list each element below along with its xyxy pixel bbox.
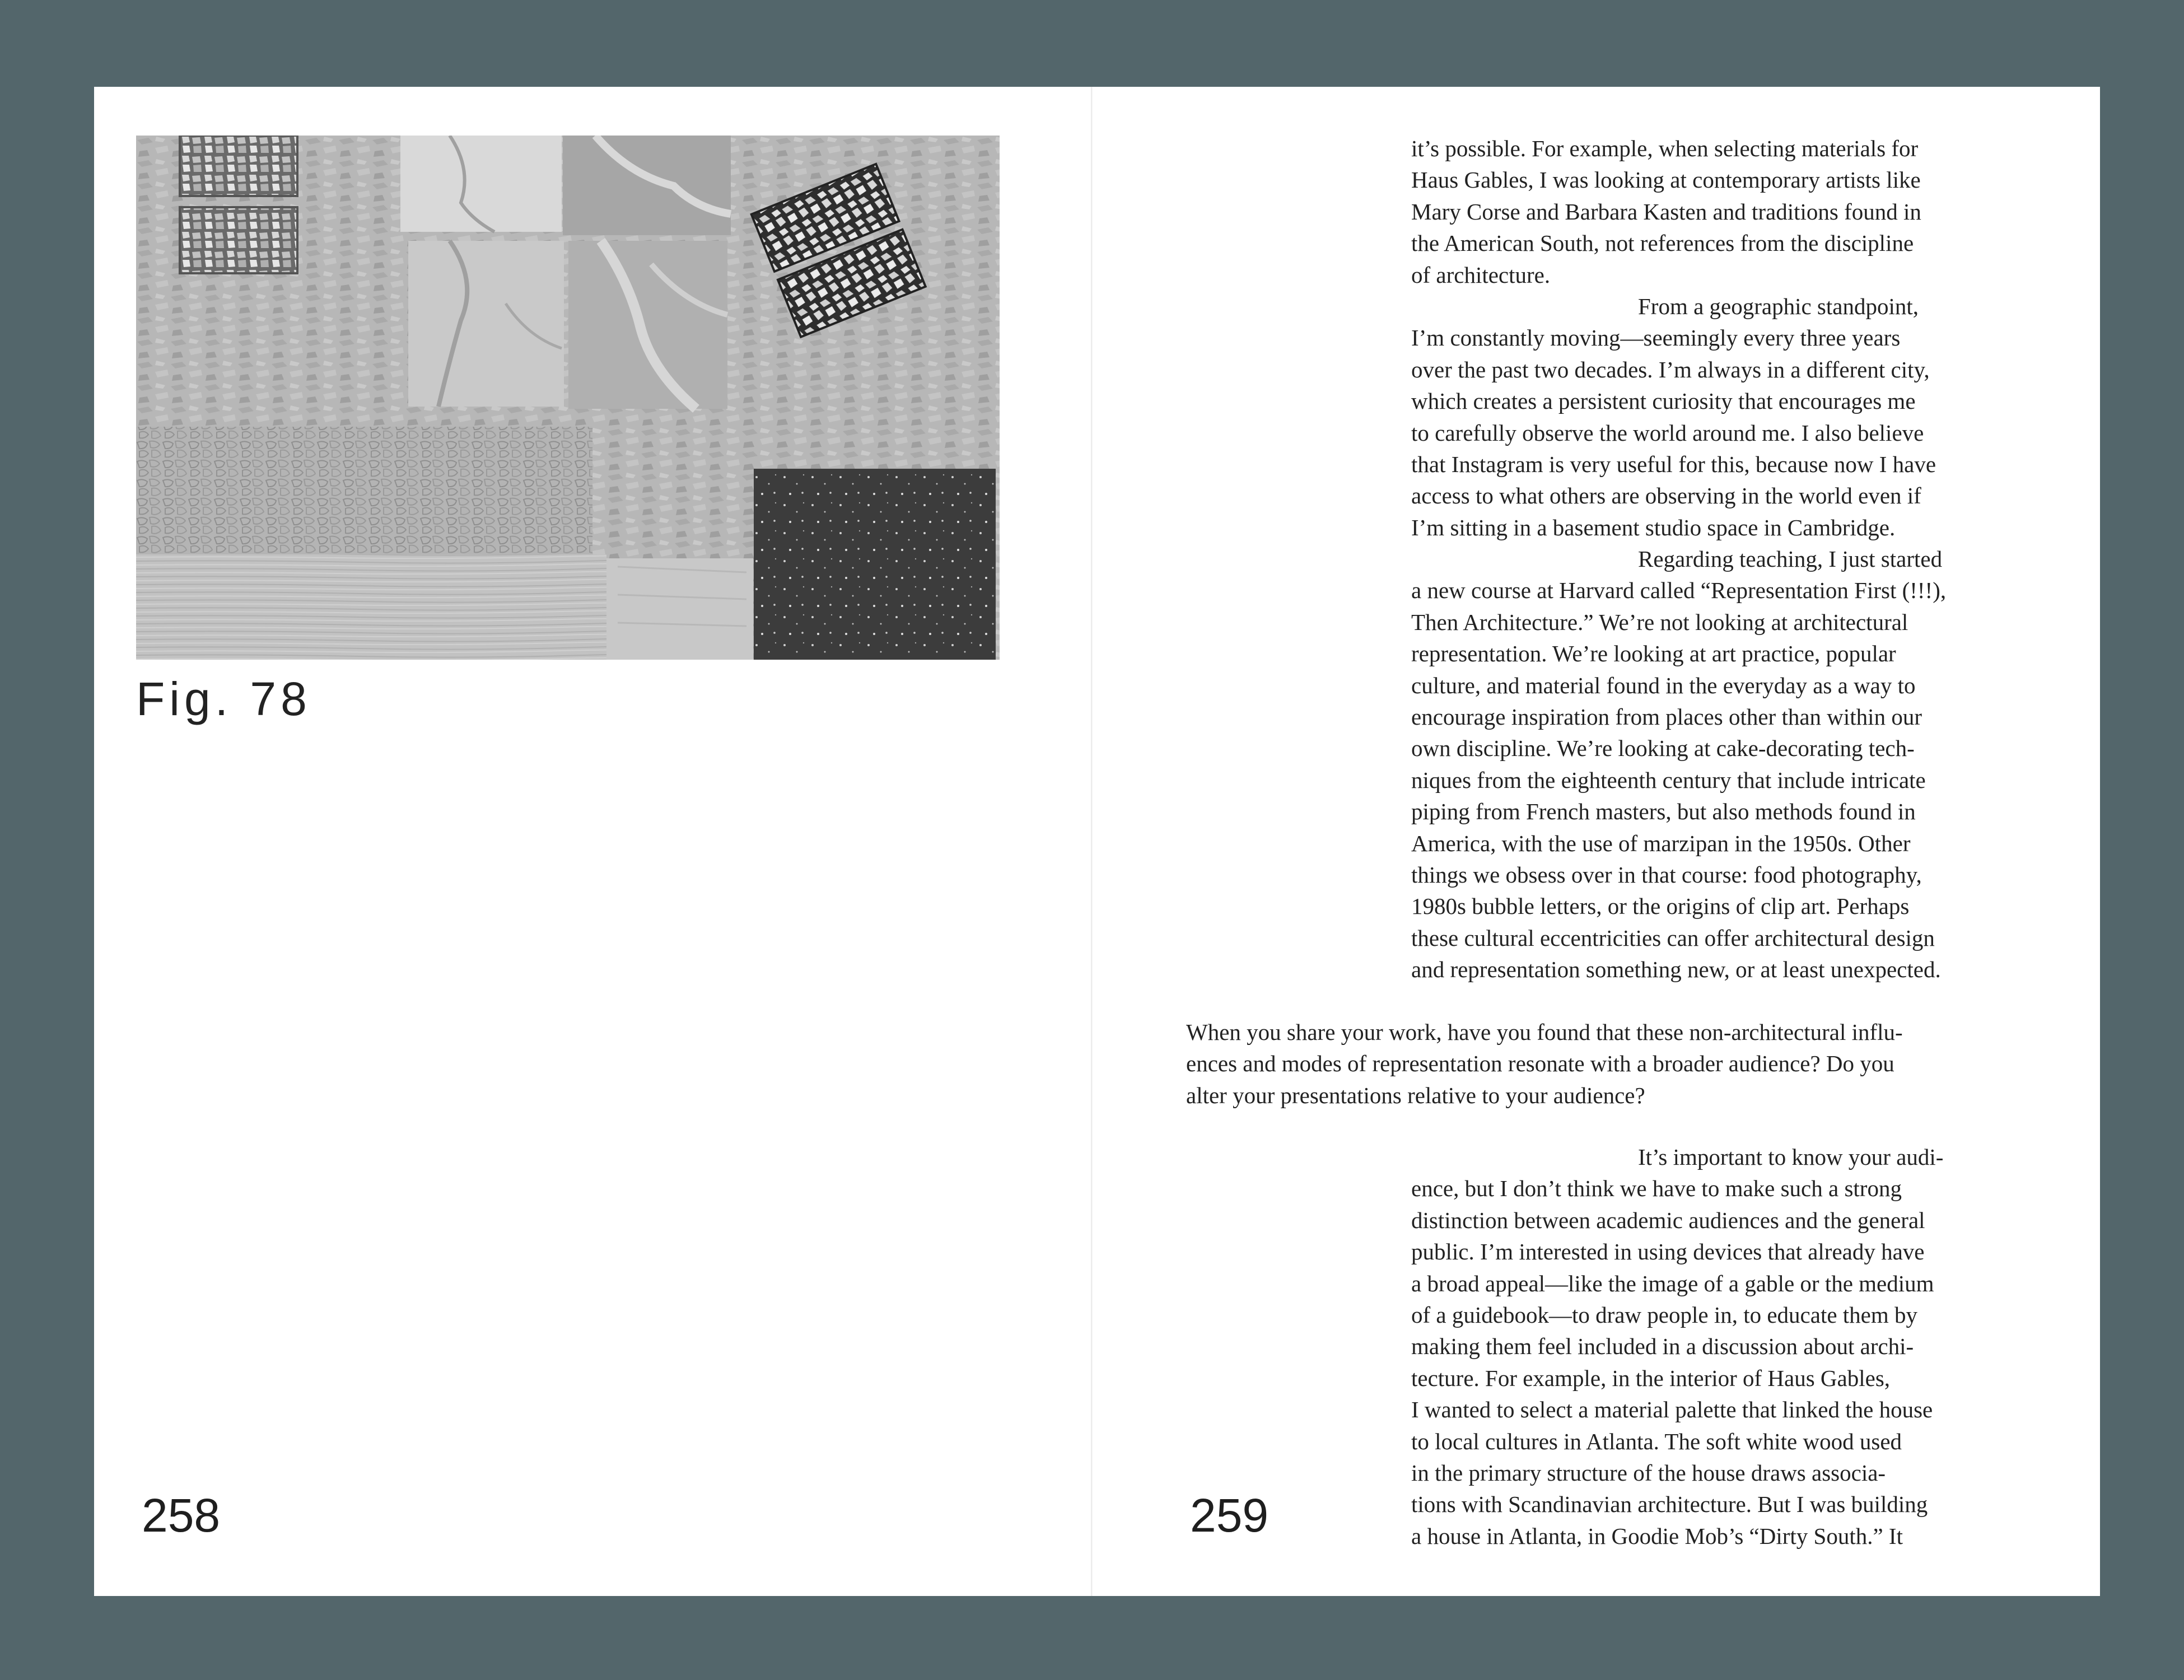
text-line: tions with Scandinavian architecture. But I was building (1411, 1491, 1928, 1518)
text-line: Then Architecture.” We’re not looking at architectural (1411, 609, 1908, 635)
text-line: the American South, not references from the discipline (1411, 230, 1914, 256)
material-samples-photo (136, 136, 1000, 660)
text-line: Mary Corse and Barbara Kasten and traditions found in (1411, 198, 1921, 225)
text-line: ence, but I don’t think we have to make such a strong (1411, 1175, 1902, 1202)
text-line: to carefully observe the world around me. I also believe (1411, 419, 1924, 446)
text-line: these cultural eccentricities can offer architectural design (1411, 925, 1935, 951)
text-line: own discipline. We’re looking at cake-decorating tech- (1411, 735, 1915, 762)
text-line: It’s important to know your audi- (1638, 1144, 1944, 1170)
text-line: From a geographic standpoint, (1638, 293, 1919, 319)
text-line: 1980s bubble letters, or the origins of clip art. Perhaps (1411, 893, 1910, 920)
text-line: it’s possible. For example, when selecting materials for (1411, 136, 1919, 161)
text-line: of a guidebook—to draw people in, to educate them by (1411, 1301, 1918, 1328)
text-line: of architecture. (1411, 262, 1551, 288)
text-line: things we obsess over in that course: food photography, (1411, 861, 1922, 888)
text-line: to local cultures in Atlanta. The soft white wood used (1411, 1428, 1902, 1454)
page-number-left: 258 (142, 1489, 221, 1542)
text-line: I’m constantly moving—seemingly every three years (1411, 325, 1901, 351)
text-line: tecture. For example, in the interior of Haus Gables, (1411, 1365, 1891, 1391)
answer-text-1 (1411, 133, 1946, 986)
text-line: a broad appeal—like the image of a gable or the medium (1411, 1270, 1934, 1296)
text-line: I wanted to select a material palette that linked the house (1411, 1397, 1933, 1423)
text-line: in the primary structure of the house draws associa- (1411, 1459, 1886, 1486)
book-gutter (1091, 87, 1093, 1596)
text-line: and representation something new, or at least unexpected. (1411, 956, 1941, 983)
material-samples-illustration (136, 136, 1000, 660)
text-line: I’m sitting in a basement studio space in Cambridge. (1411, 514, 1896, 540)
text-line: that Instagram is very useful for this, because now I have (1411, 451, 1936, 477)
text-line: representation. We’re looking at art practice, popular (1411, 641, 1896, 667)
text-line: Regarding teaching, I just started (1638, 546, 1943, 572)
text-line: over the past two decades. I’m always in a different city, (1411, 356, 1930, 382)
figure-caption: Fig. 78 (136, 673, 311, 725)
text-line: niques from the eighteenth century that include intricate (1411, 767, 1926, 793)
text-line: a house in Atlanta, in Goodie Mob’s “Dirty South.” It (1411, 1523, 1903, 1549)
page-number-right: 259 (1190, 1489, 1269, 1542)
answer-text-2 (1411, 1141, 1943, 1552)
text-line: ences and modes of representation resonate with a broader audience? Do you (1186, 1051, 1894, 1077)
text-line: making them feel included in a discussion about archi- (1411, 1333, 1914, 1360)
text-line: When you share your work, have you found that these non-architectural influ- (1186, 1019, 1903, 1045)
text-line: alter your presentations relative to your audience? (1186, 1082, 1645, 1108)
text-line: which creates a persistent curiosity that encourages me (1411, 388, 1916, 414)
text-line: America, with the use of marzipan in the 1950s. Other (1411, 830, 1911, 856)
interview-question (1186, 1016, 1903, 1111)
text-line: Haus Gables, I was looking at contemporary artists like (1411, 167, 1921, 193)
text-line: piping from French masters, but also methods found in (1411, 799, 1916, 825)
text-line: culture, and material found in the everyday as a way to (1411, 672, 1916, 698)
text-line: a new course at Harvard called “Representation First (!!!), (1411, 577, 1947, 604)
book-spread (94, 87, 2100, 1596)
text-line: distinction between academic audiences and the general (1411, 1207, 1925, 1233)
text-line: public. I’m interested in using devices that already have (1411, 1239, 1925, 1265)
text-line: access to what others are observing in the world even if (1411, 483, 1921, 509)
text-line: encourage inspiration from places other than within our (1411, 704, 1922, 730)
